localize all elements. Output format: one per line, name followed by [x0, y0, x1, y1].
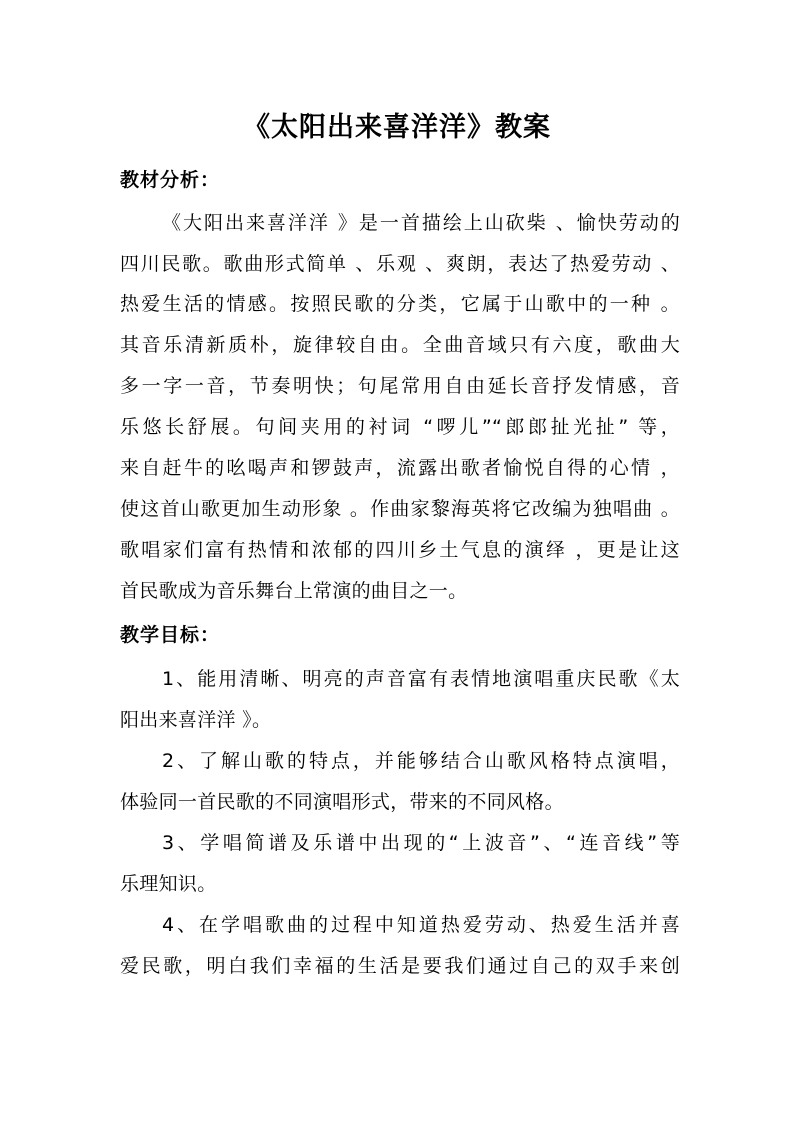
- goal-line: 乐理知识。: [120, 873, 217, 895]
- section-heading-goals: 教学目标：: [120, 624, 221, 646]
- paragraph-line: 歌唱家们富有热情和浓郁的四川乡土气息的演绎 ，更是让这: [120, 539, 680, 561]
- paragraph-line: 其音乐清新质朴，旋律较自由。全曲音域只有六度，歌曲大: [120, 334, 680, 356]
- goal-line: 爱民歌，明白我们幸福的生活是要我们通过自己的双手来创: [120, 955, 680, 977]
- goal-line: 2、了解山歌的特点，并能够结合山歌风格特点演唱，: [162, 750, 680, 772]
- paragraph-line: 多一字一音，节奏明快；句尾常用自由延长音抒发情感，音: [120, 375, 680, 397]
- goal-line: 阳出来喜洋洋 》。: [120, 709, 272, 731]
- paragraph-line: 使这首山歌更加生动形象 。作曲家黎海英将它改编为独唱曲 。: [120, 498, 680, 520]
- paragraph-line: 来自赶牛的吆喝声和锣鼓声，流露出歌者愉悦自得的心情 ，: [120, 457, 680, 479]
- section-heading-analysis: 教材分析：: [120, 169, 221, 191]
- document-title: 《太阳出来喜洋洋》教案: [243, 112, 551, 143]
- paragraph-line: 四川民歌。歌曲形式简单 、乐观 、爽朗，表达了热爱劳动 、: [120, 253, 680, 275]
- goal-line: 4、在学唱歌曲的过程中知道热爱劳动、热爱生活并喜: [162, 914, 680, 936]
- paragraph-line: 乐悠长舒展。句间夹用的衬词 “啰儿”“郎郎扯光扯” 等，: [120, 416, 680, 438]
- paragraph-line: 《大阳出来喜洋洋 》是一首描绘上山砍柴 、愉快劳动的: [162, 212, 680, 234]
- goal-line: 体验同一首民歌的不同演唱形式，带来的不同风格。: [120, 791, 564, 813]
- goal-line: 3、学唱简谱及乐谱中出现的“上波音”、“连音线”等: [162, 832, 680, 854]
- paragraph-line: 首民歌成为音乐舞台上常演的曲目之一。: [120, 580, 468, 602]
- goal-line: 1、能用清晰、明亮的声音富有表情地演唱重庆民歌《太: [162, 668, 680, 690]
- paragraph-line: 热爱生活的情感。按照民歌的分类，它属于山歌中的一种 。: [120, 293, 680, 315]
